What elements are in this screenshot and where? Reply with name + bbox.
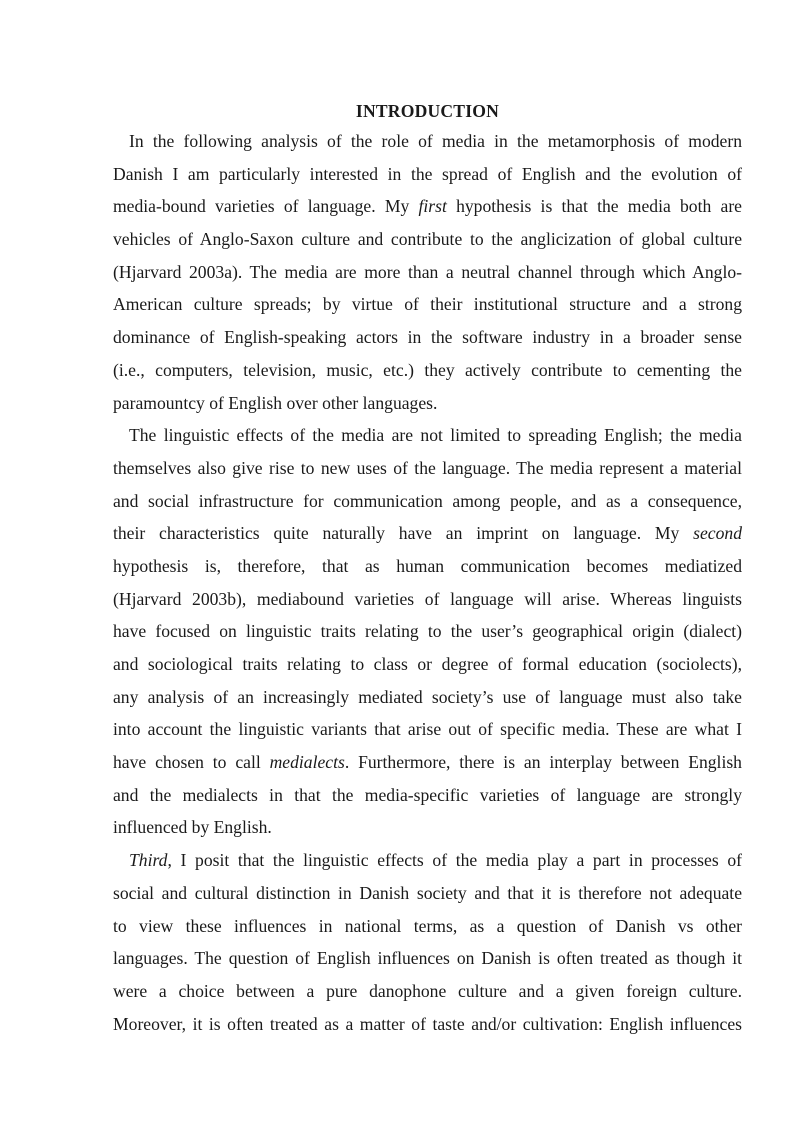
text-line — [113, 779, 742, 812]
text-line — [113, 811, 742, 844]
text-run: their characteristics quite naturally have an imprint on language. My — [113, 523, 694, 544]
text-run: (Hjarvard 2003a). The media are more than a neutral channel through which Anglo- — [113, 261, 742, 282]
text-run: American culture spreads; by virtue of their institutional structure and a strong — [113, 294, 742, 315]
text-run: hypothesis is, therefore, that as human communication becomes mediatized — [113, 555, 742, 576]
italic-text-run: medialects — [269, 752, 345, 773]
text-line — [113, 256, 742, 289]
text-line — [113, 877, 742, 910]
document-body — [113, 97, 742, 1040]
text-line — [113, 190, 742, 223]
text-run: into account the linguistic variants that arise out of specific media. These are what I — [113, 719, 742, 740]
paragraph — [113, 844, 742, 1040]
text-line — [113, 158, 742, 191]
text-run: media-bound varieties of language. My — [113, 196, 419, 217]
text-run: languages. The question of English influences on Danish is often treated as though it — [113, 948, 742, 969]
text-run: and sociological traits relating to class or degree of formal education (sociolects), — [113, 654, 742, 674]
text-line — [113, 942, 742, 975]
text-run: were a choice between a pure danophone culture and a given foreign culture. — [113, 980, 742, 1001]
text-run: and social infrastructure for communication among people, and as a consequence, — [113, 490, 742, 511]
italic-text-run: Third — [129, 850, 168, 871]
text-run: have focused on linguistic traits relating to the user’s geographical origin (dialect) — [113, 621, 742, 642]
text-run: hypothesis is that the media both are — [446, 196, 742, 217]
text-line — [113, 844, 742, 877]
text-run: paramountcy of English over other languages. — [113, 392, 438, 413]
text-run: In the following analysis of the role of media in the metamorphosis of modern — [129, 131, 742, 151]
text-line — [113, 288, 742, 321]
italic-text-run: second — [693, 523, 742, 544]
italic-text-run: first — [418, 196, 447, 217]
text-line — [113, 910, 742, 943]
text-run: (i.e., computers, television, music, etc.) they actively contribute to cementing the — [113, 359, 742, 380]
text-line — [113, 125, 742, 158]
paragraph — [113, 125, 742, 419]
text-run: . Furthermore, there is an interplay between English — [344, 752, 742, 773]
text-run: to view these influences in national terms, as a question of Danish vs other — [113, 915, 742, 936]
text-line — [113, 615, 742, 648]
text-run: themselves also give rise to new uses of the language. The media represent a material — [113, 457, 742, 478]
text-run: and the medialects in that the media-specific varieties of language are strongly — [113, 784, 742, 805]
paragraph-list — [113, 125, 742, 1040]
text-line — [113, 583, 742, 616]
text-run: vehicles of Anglo-Saxon culture and contribute to the anglicization of global culture — [113, 229, 742, 250]
text-line — [113, 223, 742, 256]
text-line — [113, 1008, 742, 1041]
text-line — [113, 681, 742, 714]
paragraph — [113, 419, 742, 844]
text-run: The linguistic effects of the media are not limited to spreading English; the media — [129, 425, 742, 446]
text-run: influenced by English. — [113, 817, 272, 838]
text-line — [113, 713, 742, 746]
text-run: Danish I am particularly interested in the spread of English and the evolution of — [113, 163, 742, 184]
text-line — [113, 452, 742, 485]
text-line — [113, 354, 742, 387]
text-line — [113, 419, 742, 452]
text-run: have chosen to call — [113, 752, 270, 773]
text-line — [113, 648, 742, 681]
text-run: social and cultural distinction in Danish society and that it is therefore not adequate — [113, 882, 742, 903]
text-line — [113, 746, 742, 779]
text-line — [113, 321, 742, 354]
text-line — [113, 517, 742, 550]
text-line — [113, 550, 742, 583]
text-run: Moreover, it is often treated as a matter of taste and/or cultivation: English influences — [113, 1013, 742, 1034]
text-run: any analysis of an increasingly mediated society’s use of language must also take — [113, 686, 742, 707]
text-line — [113, 485, 742, 518]
text-run: dominance of English-speaking actors in the software industry in a broader sense — [113, 327, 742, 348]
text-run: (Hjarvard 2003b), mediabound varieties of language will arise. Whereas linguists — [113, 588, 742, 609]
text-run: , I posit that the linguistic effects of the media play a part in processes of — [167, 850, 742, 871]
text-line — [113, 975, 742, 1008]
text-line — [113, 387, 742, 420]
section-title: INTRODUCTION — [355, 101, 500, 121]
